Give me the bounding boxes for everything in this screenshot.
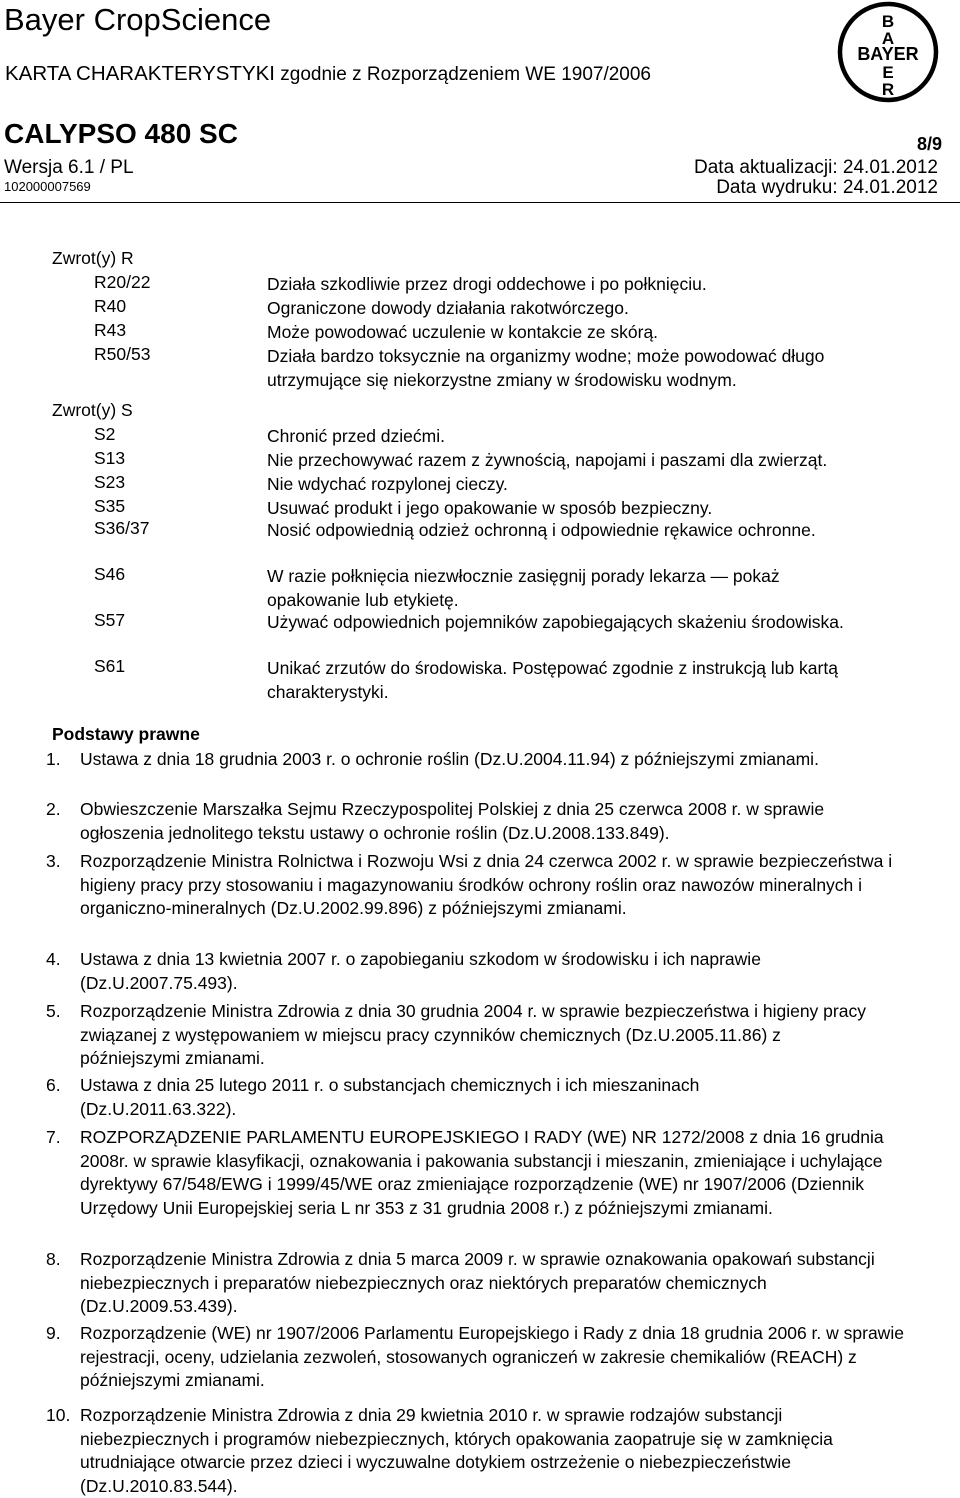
legal-item-number: 8. (46, 1249, 61, 1269)
logo-letter: E (882, 63, 894, 82)
bayer-logo (832, 0, 956, 104)
s-phrase-code: S46 (94, 564, 126, 584)
logo-horizontal-text: BAYER (857, 44, 919, 64)
logo-letter: R (881, 80, 895, 99)
print-date: Data wydruku: 24.01.2012 (716, 177, 938, 198)
version: Wersja 6.1 / PL (4, 157, 134, 178)
legal-item-text: Ustawa z dnia 18 grudnia 2003 r. o ochronie roślin (Dz.U.2004.11.94) z późniejszymi zmianami. (80, 749, 819, 769)
r-phrase-text: Działa bardzo toksycznie na organizmy wodne; może powodować długo utrzymujące się niekorzystne zmiany w środowisku wodnym. (267, 346, 825, 390)
s-phrase-code: S23 (94, 472, 126, 492)
legal-item-text: ROZPORZĄDZENIE PARLAMENTU EUROPEJSKIEGO I RADY (WE) NR 1272/2008 z dnia 16 grudnia 2008r. w sprawie klasyfikacji, oznakowania i pakowania substancji i mieszanin, zmieniające i uchylające dyrektywy 67/548/EWG i 1999/45/WE oraz zmieniające rozporządzenie (WE) nr 1907/2006 (Dziennik Urzędowy Unii Europejskiej seria L nr 353 z 31 grudnia 2008 r.) z późniejszymi zmianami. (80, 1127, 884, 1218)
s-phrase-code: S57 (94, 610, 126, 630)
company-name: Bayer CropScience (4, 2, 272, 37)
legal-item-number: 3. (46, 851, 61, 871)
r-phrases-heading: Zwrot(y) R (52, 248, 134, 268)
header-divider (0, 202, 960, 203)
legal-item-text: Rozporządzenie Ministra Rolnictwa i Rozwoju Wsi z dnia 24 czerwca 2002 r. w sprawie bezpieczeństwa i higieny pracy przy stosowaniu i magazynowaniu środków ochrony roślin oraz nawozów mineralnych i organiczno-mineralnych (Dz.U.2002.99.896) z późniejszymi zmianami. (80, 851, 893, 918)
s-phrase-code: S61 (94, 656, 126, 676)
document-title (5, 62, 651, 86)
legal-item-number: 10. (46, 1405, 71, 1425)
legal-item-number: 9. (46, 1323, 61, 1343)
document-title-main: KARTA CHARAKTERYSTYKI (5, 62, 275, 85)
legal-basis-heading: Podstawy prawne (52, 724, 200, 744)
s-phrase-code: S36/37 (94, 518, 150, 538)
s-phrase-text: Chronić przed dziećmi. (267, 426, 445, 446)
legal-item-number: 1. (46, 749, 61, 769)
legal-item-number: 6. (46, 1075, 61, 1095)
legal-item-text: Rozporządzenie (WE) nr 1907/2006 Parlamentu Europejskiego i Rady z dnia 18 grudnia 2006 r. w sprawie rejestracji, oceny, udzielania zezwoleń, stosowanych ograniczeń w zakresie chemikaliów (REACH) z późniejszymi zmianami. (80, 1323, 904, 1390)
legal-item-text: Ustawa z dnia 25 lutego 2011 r. o substancjach chemicznych i ich mieszaninach (Dz.U.2011.63.322). (80, 1075, 700, 1119)
document-code: 102000007569 (4, 179, 91, 194)
s-phrase-code: S13 (94, 448, 126, 468)
s-phrase-code: S2 (94, 424, 116, 444)
s-phrase-text: Używać odpowiednich pojemników zapobiegających skażeniu środowiska. (267, 612, 844, 632)
r-phrase-code: R40 (94, 296, 127, 316)
r-phrase-code: R20/22 (94, 272, 151, 292)
update-date: Data aktualizacji: 24.01.2012 (694, 157, 938, 178)
legal-item-number: 5. (46, 1001, 61, 1021)
legal-item-number: 2. (46, 799, 61, 819)
page-number: 8/9 (916, 134, 942, 154)
s-phrase-text: Unikać zrzutów do środowiska. Postępować zgodnie z instrukcją lub kartą charakterystyki. (267, 658, 838, 702)
r-phrase-text: Działa szkodliwie przez drogi oddechowe i po połknięciu. (267, 274, 707, 294)
r-phrase-text: Może powodować uczulenie w kontakcie ze skórą. (267, 322, 659, 342)
product-name: CALYPSO 480 SC (4, 118, 238, 149)
s-phrase-text: W razie połknięcia niezwłocznie zasięgnij porady lekarza — pokaż opakowanie lub etykietę. (267, 566, 780, 610)
s-phrase-text: Usuwać produkt i jego opakowanie w sposób bezpieczny. (267, 498, 713, 518)
legal-item-text: Rozporządzenie Ministra Zdrowia z dnia 29 kwietnia 2010 r. w sprawie rodzajów substancji niebezpiecznych i programów niebezpiecznych, których opakowania zaopatruje się w zamknięcia utrudniające otwarcie przez dzieci i wyczuwalne dotykiem ostrzeżenie o niebezpieczeństwie (Dz.U.2010.83.544). (80, 1405, 833, 1496)
s-phrase-text: Nosić odpowiednią odzież ochronną i odpowiednie rękawice ochronne. (267, 520, 816, 540)
legal-item-number: 7. (46, 1127, 61, 1147)
legal-item-text: Rozporządzenie Ministra Zdrowia z dnia 30 grudnia 2004 r. w sprawie bezpieczeństwa i higieny pracy związanej z występowaniem w miejscu pracy czynników chemicznych (Dz.U.2005.11.86) z późniejszymi zmianami. (80, 1001, 866, 1068)
logo-letter: A (881, 29, 895, 48)
r-phrase-code: R50/53 (94, 344, 151, 364)
s-phrases-heading: Zwrot(y) S (52, 400, 133, 420)
legal-item-text: Rozporządzenie Ministra Zdrowia z dnia 5 marca 2009 r. w sprawie oznakowania opakowań substancji niebezpiecznych i preparatów niebezpiecznych oraz niektórych preparatów chemicznych (Dz.U.2009.53.439). (80, 1249, 875, 1316)
s-phrase-text: Nie przechowywać razem z żywnością, napojami i paszami dla zwierząt. (267, 450, 828, 470)
legal-item-text: Obwieszczenie Marszałka Sejmu Rzeczypospolitej Polskiej z dnia 25 czerwca 2008 r. w sprawie ogłoszenia jednolitego tekstu ustawy o ochronie roślin (Dz.U.2008.133.849). (80, 799, 825, 843)
s-phrase-text: Nie wdychać rozpylonej cieczy. (267, 474, 508, 494)
logo-letter: B (881, 12, 895, 31)
r-phrase-code: R43 (94, 320, 127, 340)
document-title-regulation: zgodnie z Rozporządzeniem WE 1907/2006 (275, 64, 652, 85)
legal-item-text: Ustawa z dnia 13 kwietnia 2007 r. o zapobieganiu szkodom w środowisku i ich naprawie (Dz.U.2007.75.493). (80, 949, 761, 993)
legal-item-number: 4. (46, 949, 61, 969)
r-phrase-text: Ograniczone dowody działania rakotwórczego. (267, 298, 629, 318)
s-phrase-code: S35 (94, 496, 126, 516)
